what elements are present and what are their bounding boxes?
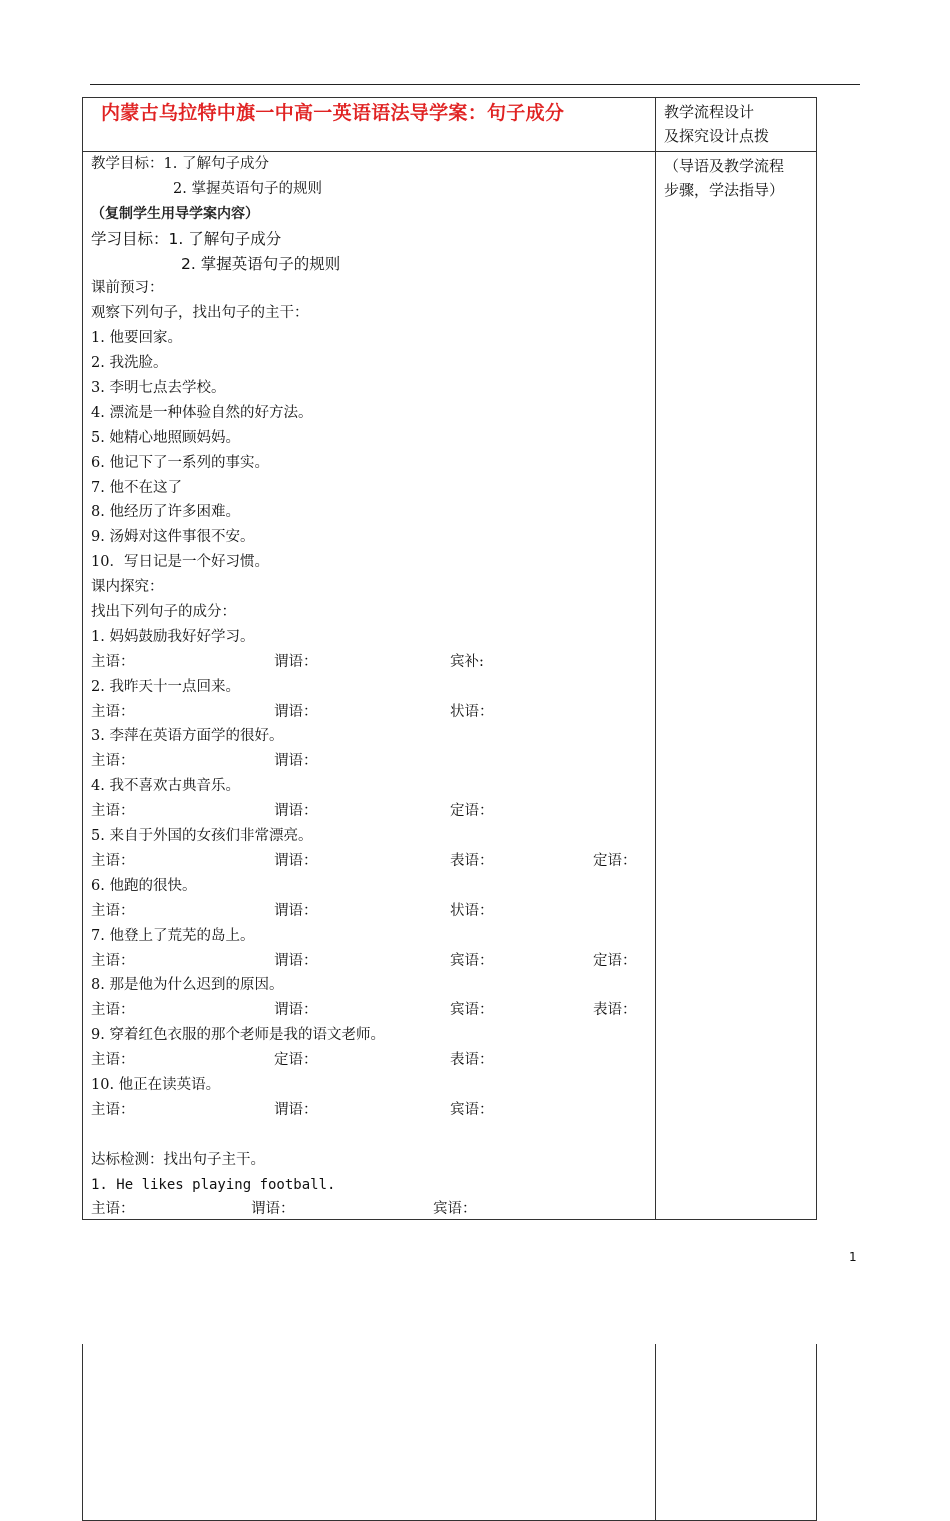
explore-sentence: 4. 我不喜欢古典音乐。 — [91, 778, 240, 795]
explore-fields-row — [91, 899, 655, 924]
explore-field-2: 谓语： — [274, 1101, 318, 1118]
explore-sentence: 10. 他正在读英语。 — [91, 1076, 221, 1093]
preview-item: 2. 我洗脸。 — [91, 355, 168, 372]
test-item-1: 1. He likes playing football. — [91, 1176, 336, 1193]
explore-field-2: 谓语： — [274, 852, 318, 869]
preview-item: 8. 他经历了许多困难。 — [91, 504, 240, 521]
page-bottom-area — [0, 1220, 950, 1344]
explore-fields-row — [91, 998, 655, 1023]
preview-item: 10．写日记是一个好习惯。 — [91, 554, 269, 571]
explore-field-2: 谓语： — [274, 803, 318, 820]
explore-sentence: 5. 来自于外国的女孩们非常漂亮。 — [91, 828, 313, 845]
explore-field-2: 谓语： — [274, 753, 318, 770]
explore-sentence: 3. 李萍在英语方面学的很好。 — [91, 728, 284, 745]
side-header-line-1: 教学流程设计 — [664, 103, 755, 121]
explore-field-subject: 主语： — [91, 852, 135, 869]
test-heading: 达标检测：找出句子主干。 — [91, 1151, 265, 1168]
test-field-object: 宾语： — [433, 1201, 477, 1218]
explore-fields-row — [91, 849, 655, 874]
side-header-line-2: 及探究设计点拨 — [664, 127, 770, 145]
explore-sentence: 2. 我昨天十一点回来。 — [91, 678, 240, 695]
header-rule — [90, 84, 860, 85]
preview-item: 5. 她精心地照顾妈妈。 — [91, 429, 240, 446]
explore-sentence: 6. 他跑的很快。 — [91, 877, 197, 894]
explore-field-3: 宾语： — [450, 1002, 494, 1019]
preview-heading: 课前预习： — [91, 280, 164, 297]
copy-note: （复制学生用导学案内容） — [91, 205, 259, 222]
explore-field-3: 定语： — [450, 803, 494, 820]
explore-fields-row — [91, 700, 655, 725]
explore-field-subject: 主语： — [91, 803, 135, 820]
explore-field-2: 谓语： — [274, 1002, 318, 1019]
explore-field-3: 状语： — [450, 703, 494, 720]
explore-field-2: 谓语： — [274, 703, 318, 720]
explore-field-subject: 主语： — [91, 1101, 135, 1118]
explore-fields-row — [91, 1048, 655, 1073]
explore-field-3: 表语： — [450, 852, 494, 869]
teaching-goal-2: 2. 掌握英语句子的规则 — [173, 180, 322, 197]
side-note-line-1: （导语及教学流程 — [664, 157, 785, 175]
explore-field-2: 定语： — [274, 1052, 318, 1069]
explore-sentence: 7. 他登上了荒芜的岛上。 — [91, 927, 255, 944]
explore-list — [91, 625, 655, 1123]
preview-item: 4. 漂流是一种体验自然的好方法。 — [91, 404, 313, 421]
test-field-predicate: 谓语： — [251, 1201, 295, 1218]
explore-field-2: 谓语： — [274, 902, 318, 919]
explore-field-subject: 主语： — [91, 653, 135, 670]
explore-field-4: 表语： — [593, 1002, 637, 1019]
title-cell — [83, 98, 656, 152]
spacer — [91, 1123, 655, 1148]
preview-instruction: 观察下列句子，找出句子的主干： — [91, 305, 309, 322]
study-goal-2: 2. 掌握英语句子的规则 — [181, 254, 341, 273]
explore-field-3: 宾语： — [450, 952, 494, 969]
explore-sentence: 9. 穿着红色衣服的那个老师是我的语文老师。 — [91, 1027, 385, 1044]
preview-item: 1. 他要回家。 — [91, 330, 182, 347]
preview-item: 7. 他不在这了 — [91, 479, 182, 496]
preview-item: 3. 李明七点去学校。 — [91, 380, 226, 397]
explore-sentence: 1. 妈妈鼓励我好好学习。 — [91, 628, 255, 645]
explore-field-2: 谓语： — [274, 653, 318, 670]
teaching-goal-1: 教学目标：1. 了解句子成分 — [91, 156, 269, 172]
explore-field-3: 宾补: — [450, 653, 484, 670]
explore-instruction: 找出下列句子的成分： — [91, 604, 236, 621]
explore-field-3: 表语： — [450, 1052, 494, 1069]
preview-item: 9. 汤姆对这件事很不安。 — [91, 529, 255, 546]
explore-field-subject: 主语： — [91, 703, 135, 720]
explore-field-subject: 主语： — [91, 1052, 135, 1069]
side-header-cell — [656, 98, 817, 152]
preview-item: 6. 他记下了一系列的事实。 — [91, 454, 269, 471]
explore-field-4: 定语： — [593, 952, 637, 969]
explore-sentence: 8. 那是他为什么迟到的原因。 — [91, 977, 284, 994]
side-note-line-2: 步骤，学法指导） — [664, 181, 785, 199]
explore-fields-row — [91, 650, 655, 675]
explore-fields-row — [91, 1098, 655, 1123]
explore-field-subject: 主语： — [91, 902, 135, 919]
explore-heading: 课内探究： — [91, 579, 164, 596]
explore-field-3: 状语： — [450, 902, 494, 919]
explore-field-2: 谓语： — [274, 952, 318, 969]
explore-field-subject: 主语： — [91, 952, 135, 969]
explore-field-subject: 主语： — [91, 753, 135, 770]
main-content — [83, 152, 655, 1222]
study-goal-1: 学习目标：1. 了解句子成分 — [91, 229, 282, 248]
explore-fields-row — [91, 949, 655, 974]
explore-fields-row — [91, 799, 655, 824]
page-number: 1 — [849, 1250, 857, 1264]
explore-field-3: 宾语： — [450, 1101, 494, 1118]
explore-field-subject: 主语： — [91, 1002, 135, 1019]
explore-field-4: 定语： — [593, 852, 637, 869]
document-title: 内蒙古乌拉特中旗一中高一英语语法导学案：句子成分 — [101, 102, 565, 124]
table-bottom-border — [82, 1219, 817, 1220]
preview-list — [91, 326, 655, 575]
test-field-subject: 主语： — [91, 1201, 135, 1218]
explore-fields-row — [91, 749, 655, 774]
